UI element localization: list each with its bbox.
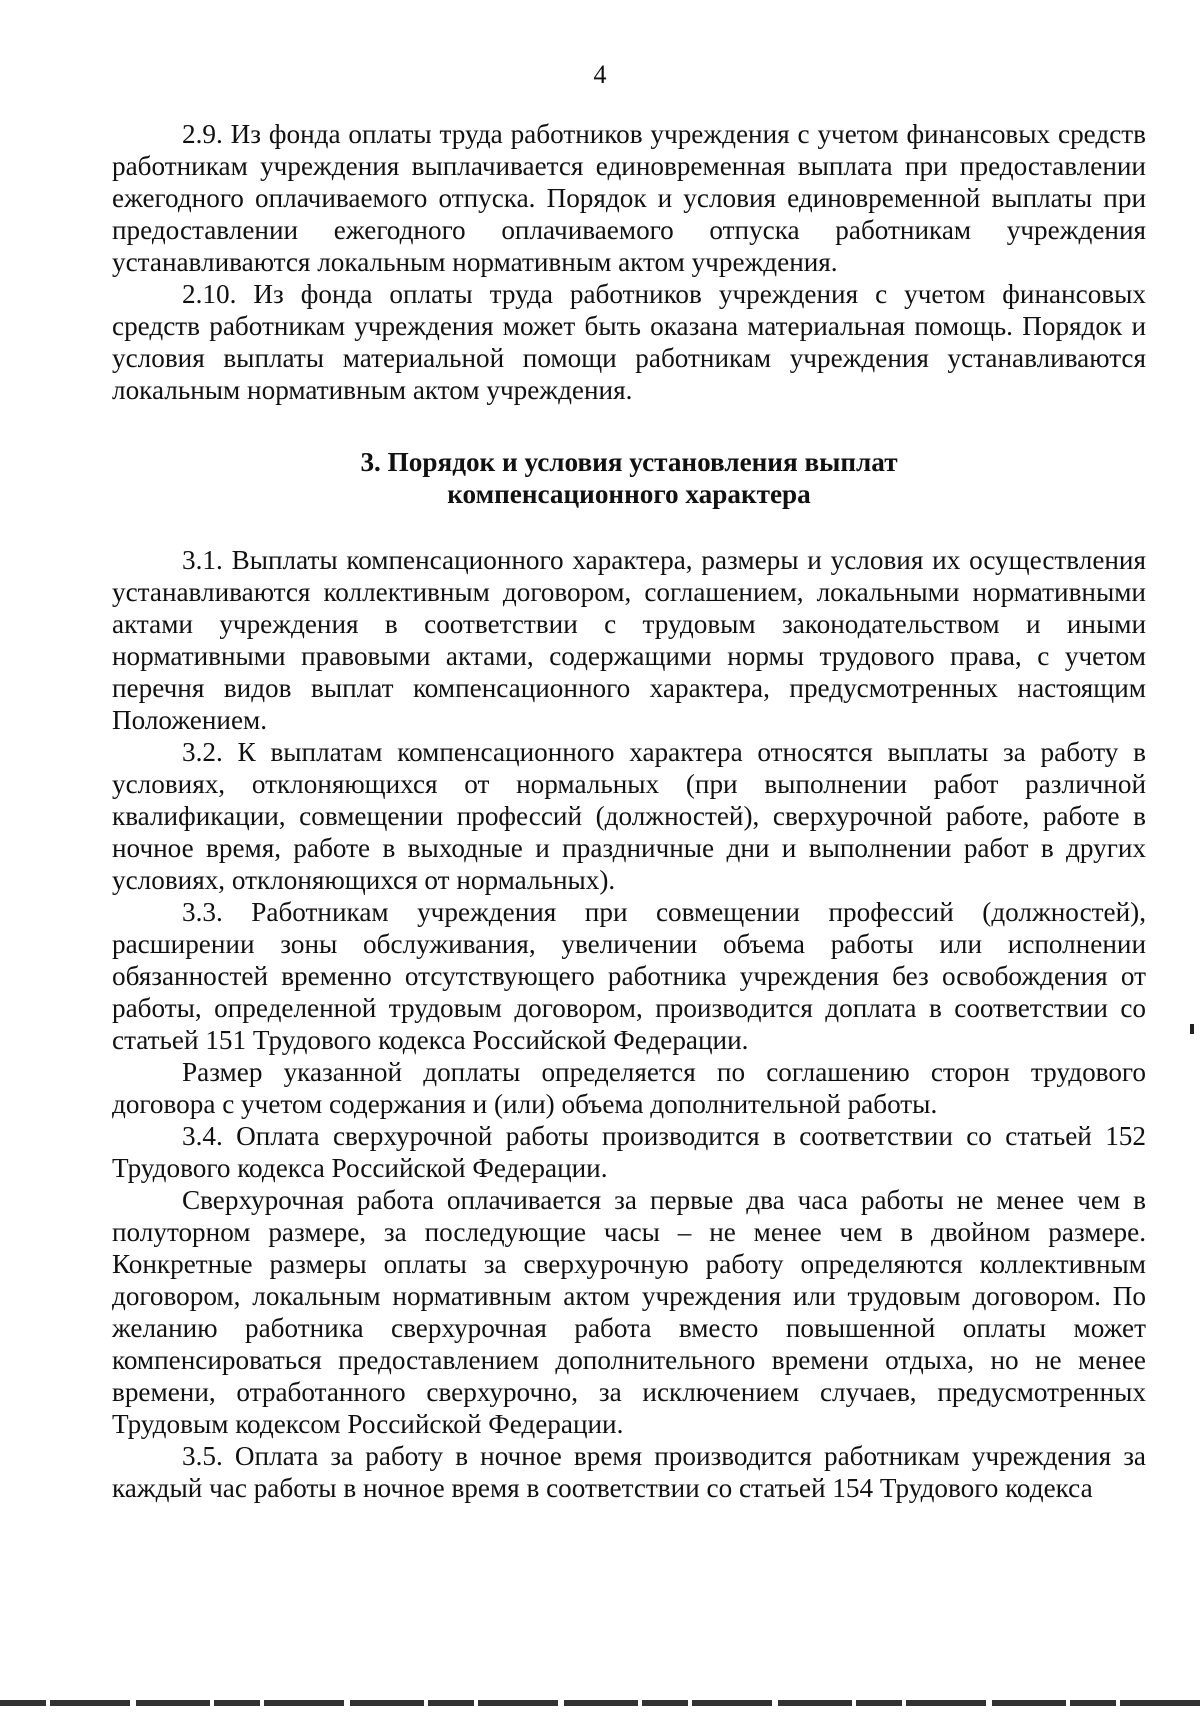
paragraph-3-3: 3.3. Работникам учреждения при совмещении профессий (должностей), расширении зоны обслуживания, увеличении объема работы или исполнении обязанностей временно отсутствующего работника учреждения без освобождения от работы, определенной трудовым договором, производится доплата в соответствии со статьей 151 Трудового кодекса Российской Федерации. xyxy=(112,897,1146,1055)
paragraph-3-4: 3.4. Оплата сверхурочной работы производится в соответствии со статьей 152 Трудового кодекса Российской Федерации. xyxy=(112,1121,1146,1183)
document-body xyxy=(112,118,1146,1504)
paragraph-3-5: 3.5. Оплата за работу в ночное время производится работникам учреждения за каждый час работы в ночное время в соответствии со статьей 154 Трудового кодекса xyxy=(112,1441,1146,1503)
section-heading xyxy=(112,446,1146,510)
paragraph-3-1: 3.1. Выплаты компенсационного характера, размеры и условия их осуществления устанавливаются коллективным договором, соглашением, локальными нормативными актами учреждения в соответствии с трудовым законодательством и иными нормативными правовыми актами, содержащими нормы трудового права, с учетом перечня видов выплат компенсационного характера, предусмотренных настоящим Положением. xyxy=(112,545,1146,735)
section-heading-line-2: компенсационного характера xyxy=(447,479,811,509)
page-number: 4 xyxy=(593,60,607,89)
section-heading-line-1: 3. Порядок и условия установления выплат xyxy=(360,447,898,477)
paragraph-3-2: 3.2. К выплатам компенсационного характера относятся выплаты за работу в условиях, отклоняющихся от нормальных (при выполнении работ различной квалификации, совмещении профессий (должностей), сверхурочной работе, работе в ночное время, работе в выходные и праздничные дни и выполнении работ в других условиях, отклоняющихся от нормальных). xyxy=(112,737,1146,895)
scan-bottom-edge xyxy=(0,1700,1200,1706)
paragraph-2-10: 2.10. Из фонда оплаты труда работников учреждения с учетом финансовых средств работникам учреждения может быть оказана материальная помощь. Порядок и условия выплаты материальной помощи работникам учреждения устанавливаются локальным нормативным актом учреждения. xyxy=(112,279,1146,405)
paragraph-3-3-addendum: Размер указанной доплаты определяется по соглашению сторон трудового договора с учетом содержания и (или) объема дополнительной работы. xyxy=(112,1057,1146,1119)
paragraph-2-9: 2.9. Из фонда оплаты труда работников учреждения с учетом финансовых средств работникам учреждения выплачивается единовременная выплата при предоставлении ежегодного оплачиваемого отпуска. Порядок и условия единовременной выплаты при предоставлении ежегодного оплачиваемого отпуска работникам учреждения устанавливаются локальным нормативным актом учреждения. xyxy=(112,119,1146,277)
scan-mark xyxy=(1190,1024,1194,1034)
paragraph-3-4-addendum: Сверхурочная работа оплачивается за первые два часа работы не менее чем в полуторном размере, за последующие часы – не менее чем в двойном размере. Конкретные размеры оплаты за сверхурочную работу определяются коллективным договором, локальным нормативным актом учреждения или трудовым договором. По желанию работника сверхурочная работа вместо повышенной оплаты может компенсироваться предоставлением дополнительного времени отдыха, но не менее времени, отработанного сверхурочно, за исключением случаев, предусмотренных Трудовым кодексом Российской Федерации. xyxy=(112,1185,1146,1439)
